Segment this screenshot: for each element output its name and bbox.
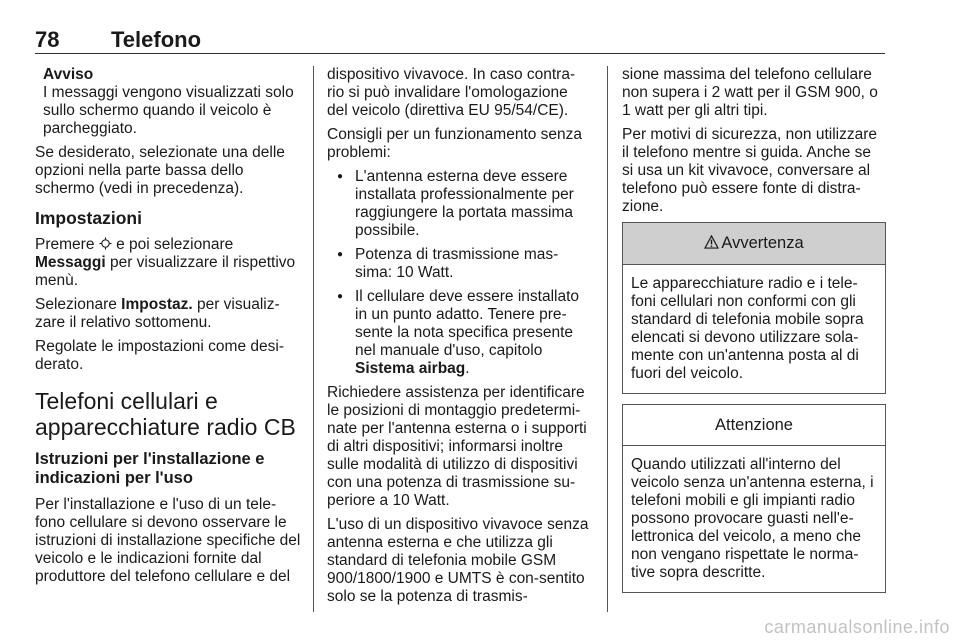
column-1 — [35, 66, 301, 592]
page-title: Telefono — [111, 27, 202, 52]
home-icon — [99, 236, 112, 253]
paragraph: Richiedere assistenza per identificare le posizioni di montaggio predetermi-nate per l'antenna esterna o i supporti di altri dispositivi; informarsi inoltre sulle modalità di utilizzo di dispositivi con una potenza di trasmissione su-periore a 10 Watt. — [327, 384, 587, 509]
note-block — [35, 66, 301, 138]
warning-title: Avvertenza — [721, 234, 804, 252]
list-item: ● Potenza di trasmissione mas-sima: 10 Watt. — [327, 246, 592, 282]
column-2 — [327, 66, 592, 612]
warning-box — [622, 222, 886, 394]
warning-header — [623, 223, 885, 265]
cross-reference-link[interactable]: Sistema airbag — [355, 360, 466, 377]
text: per visualizzare il rispettivo menù. — [35, 254, 296, 289]
paragraph: Consigli per un funzionamento senza problemi: — [327, 126, 583, 161]
menu-label-messaggi: Messaggi — [35, 254, 106, 271]
paragraph: Per l'installazione e l'uso di un tele-fono cellulare si devono osservare le istruzioni di installazione specifiche del veicolo e le indicazioni fornite dal produttore del telefono cellulare e del — [35, 496, 301, 585]
menu-label-impostaz: Impostaz. — [121, 296, 193, 313]
column-3 — [622, 66, 886, 593]
note-text: I messaggi vengono visualizzati solo sullo schermo quando il veicolo è parcheggiato. — [43, 84, 294, 137]
watermark: carmanualsonline.info — [764, 617, 950, 637]
section-heading: Impostazioni — [35, 208, 142, 228]
bullet-list — [327, 168, 592, 378]
paragraph: Per motivi di sicurezza, non utilizzare il telefono mentre si guida. Anche se si usa un kit vivavoce, conversare al telefono può essere fonte di distra-zione. — [622, 126, 877, 215]
paragraph: dispositivo vivavoce. In caso contra-rio si può invalidare l'omologazione del veicolo (direttiva EU 95/54/CE). — [327, 66, 576, 119]
list-item: ● L'antenna esterna deve essere installata professionalmente per raggiungere la portata massima possibile. — [327, 168, 592, 240]
list-item — [327, 288, 592, 378]
attention-text: Quando utilizzati all'interno del veicolo senza un'antenna esterna, i telefoni mobili e gli impianti radio possono provocare guasti nell'e-lettronica del veicolo, a meno che non vengano rispettate le norma-tive sopra descritte. — [631, 456, 874, 581]
warning-text: Le apparecchiature radio e i tele-foni cellulari non conformi con gli standard di telefonia mobile sopra elencati si devono utilizzare sola-mente con un'antenna posta al di fuori del veicolo. — [631, 275, 864, 382]
attention-title: Attenzione — [623, 405, 885, 446]
paragraph: L'uso di un dispositivo vivavoce senza antenna esterna e che utilizza gli standard di telefonia mobile GSM 900/1800/1900 e UMTS è con-sentito solo se la potenza di trasmis- — [327, 516, 589, 605]
page-number: 78 — [35, 27, 60, 52]
paragraph-premere — [35, 236, 301, 290]
text: e poi selezionare — [116, 236, 234, 253]
header-divider — [35, 53, 885, 54]
text: Il cellulare deve essere installato in un punto adatto. Tenere pre-sente la nota specifica presente nel manuale d'uso, capitolo — [355, 288, 580, 359]
note-title: Avviso — [43, 66, 94, 83]
sub-heading: Istruzioni per l'installazione e indicazioni per l'uso — [35, 450, 265, 487]
column-divider-1 — [313, 66, 314, 612]
text: Premere — [35, 236, 95, 253]
paragraph: sione massima del telefono cellulare non supera i 2 watt per il GSM 900, o 1 watt per gli altri tipi. — [622, 66, 878, 119]
chapter-heading: Telefoni cellulari e apparecchiature radio CB — [35, 388, 296, 440]
text: . — [465, 360, 470, 377]
text: per visualiz-zare il relativo sottomenu. — [35, 296, 280, 331]
paragraph: Se desiderato, selezionate una delle opzioni nella parte bassa dello schermo (vedi in precedenza). — [35, 144, 285, 197]
paragraph-selezionare — [35, 296, 301, 332]
attention-box — [622, 404, 886, 593]
warning-triangle-icon — [704, 235, 719, 252]
column-divider-2 — [607, 66, 608, 612]
paragraph: Regolate le impostazioni come desi-derato. — [35, 338, 284, 373]
text: Selezionare — [35, 296, 117, 313]
